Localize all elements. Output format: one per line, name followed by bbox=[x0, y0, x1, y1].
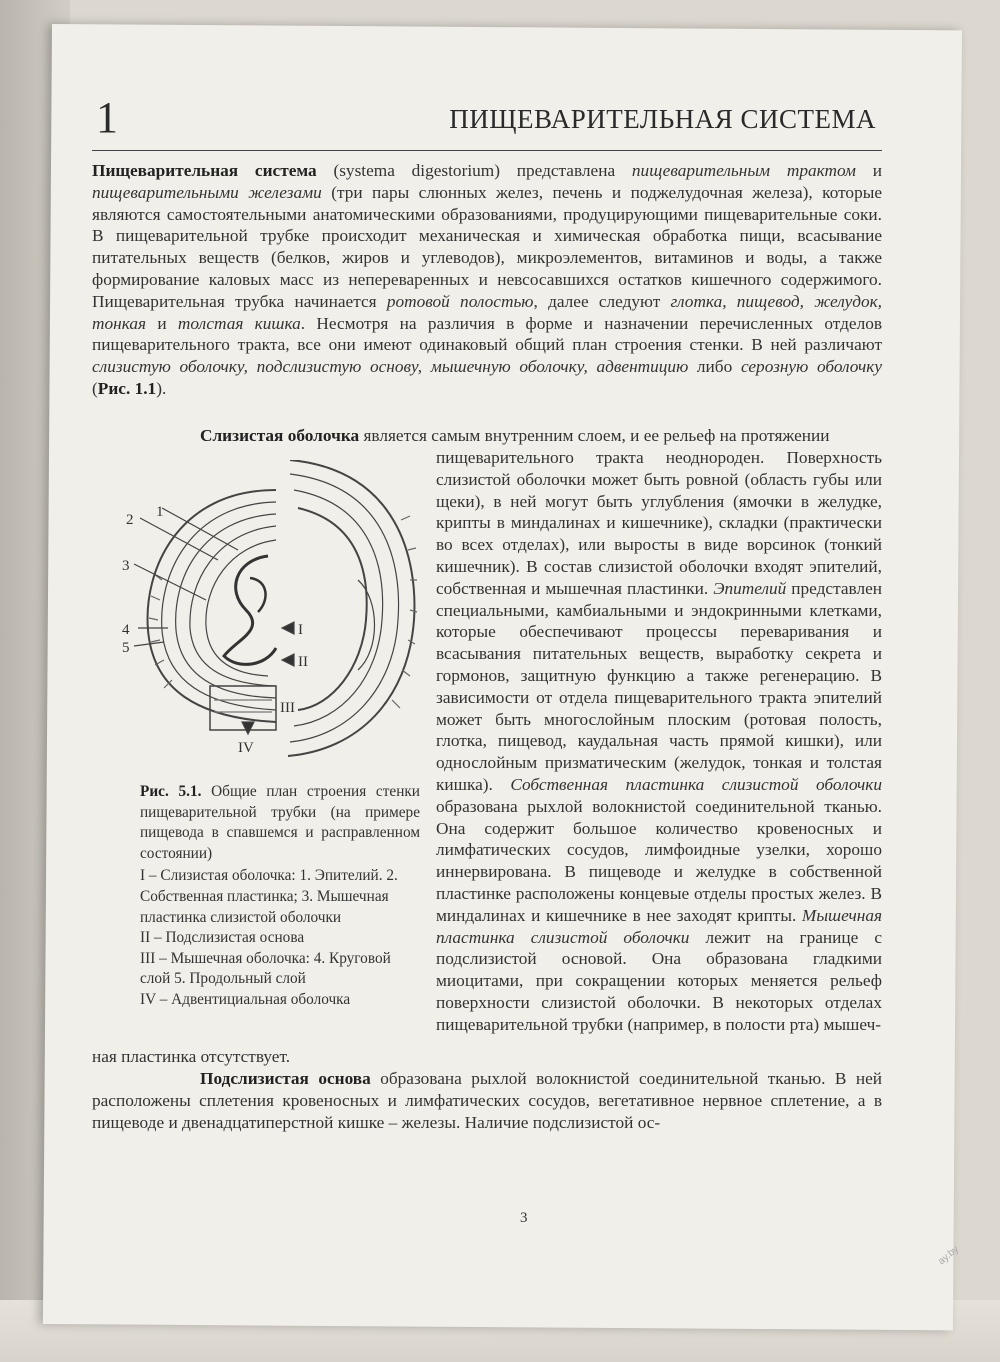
figure-label-II: II bbox=[298, 654, 308, 670]
figure-label-III: III bbox=[280, 700, 295, 716]
text-seg: , далее следуют bbox=[533, 291, 671, 311]
italic-term: пищеварительным трактом bbox=[631, 161, 856, 180]
text-seg: и bbox=[146, 313, 178, 333]
paragraph-mucosa-lead bbox=[92, 425, 882, 447]
text-seg: лежит на границе с подслизистой основой. Она образована гладкими миоцитами, при сокращении которых меняется рельеф поверхности слизистой оболочки. В некоторых отделах пищеварительной трубки (например, в полости рта) мышеч- bbox=[436, 927, 883, 1034]
text-seg: представлен специальными, камбиальными и эндокринными клетками, которые обеспечивают процессы переваривания и всасывания питательных веществ, выработку секрета и гормонов, защитную функцию а также регенерацию. В зависимости от отдела пищеварительного тракта эпителий может быть многослойным плоским (ротовая полость, глотка, пищевод, каудальная часть прямой кишки), или однослойным призматическим (желудок, тонкая и толстая кишка). bbox=[436, 578, 882, 794]
watermark: ay.by bbox=[936, 1243, 961, 1268]
figure-label-4: 4 bbox=[122, 622, 130, 638]
figure-label-IV: IV bbox=[238, 740, 254, 756]
figure-caption bbox=[140, 782, 420, 1011]
figure-drawing bbox=[118, 460, 418, 760]
paragraph-intro bbox=[92, 160, 882, 400]
esophagus-wall-figure bbox=[118, 460, 418, 760]
italic-term: толстая кишка bbox=[177, 313, 301, 333]
figure-label-1: 1 bbox=[156, 504, 164, 520]
figure-label-5: 5 bbox=[122, 640, 130, 656]
text-seg: является самым внутренним слоем, и ее рельеф на протяжении bbox=[359, 426, 830, 445]
term: Пищеварительная система bbox=[92, 161, 317, 180]
text-seg: либо bbox=[688, 357, 741, 377]
paragraph-mucosa-tail: ная пластинка отсутствует. bbox=[92, 1047, 291, 1066]
text-seg: пищеварительного тракта неоднороден. Поверхность слизистой оболочки может быть ровной (область губы или щеки), в ней могут быть углубления (ямочки в желудке, крипты в миндалинах и кишечнике), складки (практически во всех отделах), или выросты в виде ворсинок (тонкий кишечник). В состав слизистой оболочки входят эпителий, собственная и мышечная пластинки. bbox=[436, 448, 882, 598]
italic-term: Мышечная пластинка слизистой оболочки bbox=[436, 905, 882, 947]
text-seg: ). bbox=[156, 378, 167, 398]
text-seg: . Несмотря на различия в форме и назначении перечисленных отделов пищеварительного тракта, все они имеют одинаковый общий план строения стенки. В ней различают bbox=[92, 313, 882, 355]
figure-label-2: 2 bbox=[126, 512, 134, 528]
italic-term: глотка, пищевод, желудок, тонкая bbox=[92, 291, 883, 333]
text-seg: образована рыхлой волокнистой соединительной тканью. Она содержит большое количество кровеносных и лимфатических сосудов, лимфоидные узелки, хорошо иннервирована. В пищеводе и желудке в собственной пластинке расположены концевые отделы простых желез. В миндалинах и кишечнике в нее заходят крипты. bbox=[436, 796, 882, 925]
chapter-title: ПИЩЕВАРИТЕЛЬНАЯ СИСТЕМА bbox=[449, 104, 876, 134]
text-seg: ( bbox=[92, 378, 98, 398]
italic-term: пищеварительными железами bbox=[92, 182, 322, 202]
chapter-header bbox=[96, 92, 876, 152]
italic-term: серозную оболочку bbox=[740, 357, 882, 377]
page-number: 3 bbox=[520, 1210, 528, 1226]
italic-term: Эпителий bbox=[713, 578, 787, 598]
caption-line: I – Слизистая оболочка: 1. Эпителий. 2. Собственная пластинка; 3. Мышечная пластинка слизистой оболочки bbox=[140, 867, 398, 926]
text-seg: и bbox=[855, 161, 882, 180]
text-seg: (systema digestorium) представлена bbox=[316, 161, 632, 180]
text-seg: (три пары слюнных желез, печень и поджелудочная железа), которые являются самостоятельными анатомическими образованиями, продуцирующими пищеварительные соки. В пищеварительной трубке происходит механическая и химическая обработка пищи, всасывание питательных веществ (белков, жиров и углеводов), микроэлементов, витаминов и воды, а также формирование каловых масс из непереваренных и невсосавшихся остатков кишечного содержимого. Пищеварительная трубка начинается bbox=[92, 182, 882, 311]
text-seg: образована рыхлой волокнистой соединительной тканью. В ней расположены сплетения кровеносных и лимфатических сосудов, вегетативное нервное сплетение, а в пищеводе и двенадцатиперстной кишке – железы. Наличие подслизистой ос- bbox=[92, 1069, 882, 1132]
italic-term: слизистую оболочку, подслизистую основу, мышечную оболочку, адвентицию bbox=[92, 357, 689, 377]
caption-line: IV – Адвентициальная оболочка bbox=[140, 990, 351, 1008]
caption-title: Общие план строения стенки пищеварительной трубки (на примере пищевода в спавшемся и расправленном состоянии) bbox=[140, 783, 420, 862]
header-rule bbox=[92, 150, 882, 151]
caption-title-bold: Рис. 5.1. bbox=[140, 783, 202, 800]
caption-line: III – Мышечная оболочка: 4. Круговой слой 5. Продольный слой bbox=[140, 949, 391, 988]
caption-line: II – Подслизистая основа bbox=[140, 929, 305, 947]
paragraph-submucosa bbox=[92, 1068, 882, 1133]
term: Подслизистая основа bbox=[200, 1069, 371, 1088]
paragraph-mucosa-column bbox=[436, 447, 882, 1036]
figure-label-3: 3 bbox=[122, 558, 130, 574]
italic-term: Собственная пластинка слизистой оболочки bbox=[510, 774, 882, 794]
chapter-number: 1 bbox=[96, 93, 118, 142]
term: Слизистая оболочка bbox=[200, 426, 360, 445]
figure-reference: Рис. 1.1 bbox=[97, 378, 157, 398]
italic-term: ротовой полостью bbox=[386, 291, 534, 311]
figure-label-I: I bbox=[298, 622, 303, 638]
